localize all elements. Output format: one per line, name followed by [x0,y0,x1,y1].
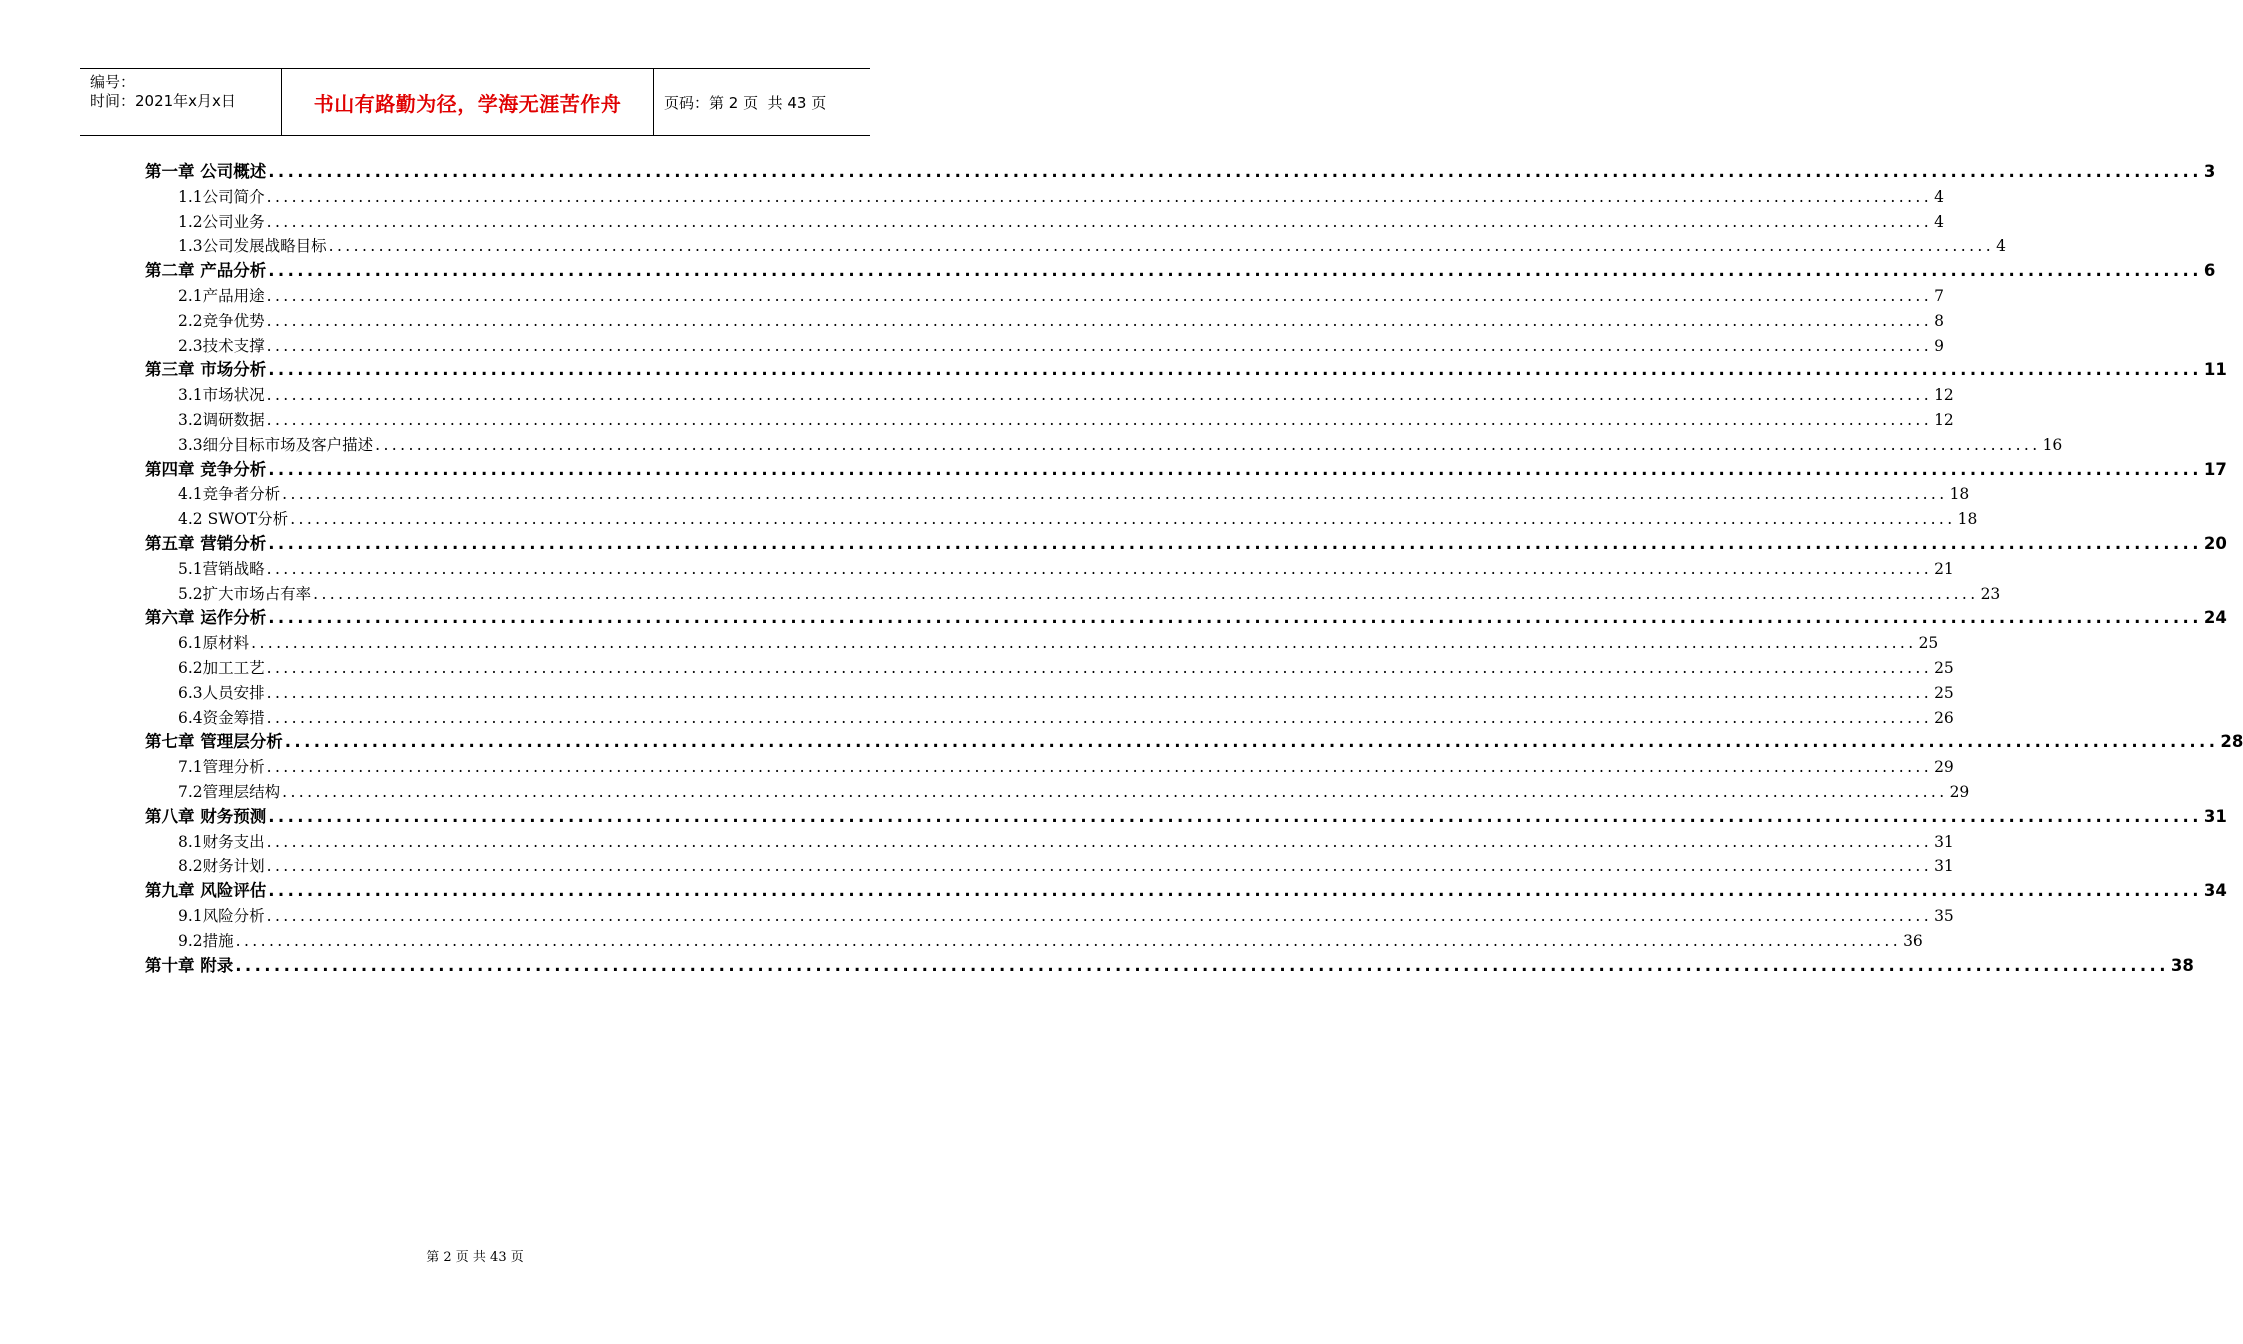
toc-entry-title: 第四章 竞争分析 [145,459,267,479]
toc-entry-title: 第一章 公司概述 [145,162,267,181]
toc-entry-title: 第十章 附录 [145,955,234,975]
toc-dot-leader: ........................................................................................................................................................................................................ [313,584,1979,603]
toc-entry-title: 4.2 SWOT分析 [178,510,289,529]
toc-entry-title: 5.1营销战略 [178,559,265,578]
toc-chapter-entry[interactable] [145,259,2216,284]
toc-dot-leader: ........................................................................................................................................................................................................ [268,360,2202,380]
toc-entry-title: 6.4资金筹措 [178,708,265,727]
toc-dot-leader: ........................................................................................................................................................................................................ [235,955,2169,975]
toc-entry-title: 1.2公司业务 [178,212,265,231]
header-motto [282,69,654,135]
toc-chapter-entry[interactable] [145,879,2227,904]
page-footer [0,1246,950,1265]
toc-entry-title: 3.1市场状况 [178,386,265,405]
toc-entry-page: 21 [1934,559,1954,578]
toc-entry-page: 31 [2203,806,2227,826]
toc-section-entry[interactable] [145,334,1944,359]
toc-section-entry[interactable] [145,681,1954,706]
toc-entry-title: 第六章 运作分析 [145,608,267,628]
toc-entry-page: 31 [1934,857,1954,876]
toc-section-entry[interactable] [145,210,1944,235]
toc-dot-leader: ........................................................................................................................................................................................................ [268,806,2202,826]
header-meta [80,69,282,135]
toc-section-entry[interactable] [145,309,1944,334]
toc-dot-leader: ........................................................................................................................................................................................................ [266,708,1933,727]
header-page-label: 页码：第 2 页 共 43 页 [664,93,827,112]
toc-entry-title: 第二章 产品分析 [145,261,267,281]
toc-chapter-entry[interactable] [145,458,2227,483]
toc-dot-leader: ........................................................................................................................................................................................................ [235,931,1902,950]
toc-entry-page: 29 [1934,758,1954,777]
toc-section-entry[interactable] [145,929,1923,954]
toc-dot-leader: ........................................................................................................................................................................................................ [266,410,1933,429]
toc-dot-leader: ........................................................................................................................................................................................................ [266,857,1933,876]
toc-entry-title: 2.3技术支撑 [178,336,265,355]
toc-entry-title: 第七章 管理层分析 [145,732,283,752]
toc-dot-leader: ........................................................................................................................................................................................................ [266,212,1933,231]
toc-entry-title: 2.1产品用途 [178,286,265,305]
toc-dot-leader: ........................................................................................................................................................................................................ [284,732,2219,752]
toc-entry-title: 7.1管理分析 [178,758,265,777]
toc-dot-leader: ........................................................................................................................................................................................................ [251,634,1917,653]
toc-entry-page: 4 [1934,212,1944,231]
toc-section-entry[interactable] [145,780,1970,805]
header-motto-text: 书山有路勤为径，学海无涯苦作舟 [313,91,622,116]
toc-entry-page: 20 [2203,533,2227,553]
toc-entry-title: 3.3细分目标市场及客户描述 [178,435,374,454]
toc-chapter-entry[interactable] [145,358,2227,383]
toc-entry-title: 第九章 风险评估 [145,881,267,901]
toc-dot-leader: ........................................................................................................................................................................................................ [268,608,2202,628]
toc-entry-page: 25 [1934,658,1954,677]
toc-entry-title: 6.1原材料 [178,634,250,653]
toc-entry-page: 3 [2203,162,2216,181]
toc-entry-page: 18 [1957,510,1978,529]
toc-entry-title: 1.3公司发展战略目标 [178,237,327,256]
toc-dot-leader: ........................................................................................................................................................................................................ [290,510,1956,529]
toc-entry-page: 6 [2203,261,2216,281]
toc-section-entry[interactable] [145,904,1954,929]
toc-entry-page: 16 [2042,435,2063,454]
toc-entry-title: 2.2竞争优势 [178,311,265,330]
toc-section-entry[interactable] [145,185,1944,210]
toc-entry-page: 25 [1918,634,1939,653]
toc-dot-leader: ........................................................................................................................................................................................................ [266,658,1933,677]
toc-entry-page: 17 [2203,459,2227,479]
toc-entry-page: 24 [2203,608,2227,628]
toc-entry-page: 31 [1934,832,1954,851]
toc-entry-page: 11 [2203,360,2227,380]
toc-entry-title: 6.3人员安排 [178,683,265,702]
toc-entry-page: 25 [1934,683,1954,702]
toc-entry-page: 7 [1934,286,1944,305]
toc-entry-title: 7.2管理层结构 [178,782,281,801]
toc-dot-leader: ........................................................................................................................................................................................................ [266,559,1933,578]
toc-section-entry[interactable] [145,656,1954,681]
toc-entry-page: 4 [1996,237,2006,256]
toc-entry-page: 4 [1934,187,1944,206]
toc-dot-leader: ........................................................................................................................................................................................................ [268,261,2202,281]
toc-section-entry[interactable] [145,507,1978,532]
toc-entry-title: 4.1竞争者分析 [178,485,281,504]
toc-dot-leader: ........................................................................................................................................................................................................ [266,187,1933,206]
table-of-contents [145,160,2243,978]
toc-dot-leader: ........................................................................................................................................................................................................ [375,435,2041,454]
toc-entry-title: 8.1财务支出 [178,832,265,851]
toc-entry-title: 1.1公司简介 [178,187,265,206]
toc-entry-page: 18 [1949,485,1970,504]
toc-dot-leader: ........................................................................................................................................................................................................ [268,881,2202,901]
toc-dot-leader: ........................................................................................................................................................................................................ [266,386,1933,405]
toc-section-entry[interactable] [145,755,1954,780]
toc-section-entry[interactable] [145,234,2006,259]
toc-dot-leader: ........................................................................................................................................................................................................ [266,336,1933,355]
toc-dot-leader: ........................................................................................................................................................................................................ [268,533,2202,553]
toc-entry-title: 9.2措施 [178,931,234,950]
toc-entry-title: 第三章 市场分析 [145,360,267,380]
toc-dot-leader: ........................................................................................................................................................................................................ [266,832,1933,851]
header-date-label: 时间：2021年x月x日 [90,92,236,110]
toc-entry-page: 38 [2170,955,2194,975]
toc-entry-page: 12 [1934,410,1954,429]
toc-dot-leader: ........................................................................................................................................................................................................ [282,782,1948,801]
toc-entry-page: 26 [1934,708,1954,727]
toc-chapter-entry[interactable] [145,606,2227,631]
toc-entry-title: 5.2扩大市场占有率 [178,584,312,603]
toc-dot-leader: ........................................................................................................................................................................................................ [282,485,1948,504]
toc-dot-leader: ........................................................................................................................................................................................................ [268,162,2202,181]
toc-section-entry[interactable] [145,433,2063,458]
toc-entry-title: 第八章 财务预测 [145,806,267,826]
toc-chapter-entry[interactable] [145,805,2227,830]
toc-entry-title: 8.2财务计划 [178,857,265,876]
toc-entry-page: 9 [1934,336,1944,355]
toc-dot-leader: ........................................................................................................................................................................................................ [266,758,1933,777]
toc-entry-page: 12 [1934,386,1954,405]
toc-chapter-entry[interactable] [145,730,2243,755]
toc-section-entry[interactable] [145,408,1954,433]
toc-chapter-entry[interactable] [145,954,2194,979]
toc-chapter-entry[interactable] [145,532,2227,557]
toc-section-entry[interactable] [145,631,1939,656]
toc-dot-leader: ........................................................................................................................................................................................................ [328,237,1995,256]
toc-section-entry[interactable] [145,557,1954,582]
toc-section-entry[interactable] [145,706,1954,731]
toc-dot-leader: ........................................................................................................................................................................................................ [266,286,1933,305]
toc-section-entry[interactable] [145,582,2001,607]
toc-dot-leader: ........................................................................................................................................................................................................ [266,683,1933,702]
toc-entry-page: 29 [1949,782,1970,801]
header-number-label: 编号： [90,73,136,91]
toc-entry-title: 第五章 营销分析 [145,533,267,553]
toc-entry-page: 23 [1980,584,2001,603]
toc-section-entry[interactable] [145,383,1954,408]
toc-entry-title: 9.1风险分析 [178,906,265,925]
toc-entry-page: 35 [1934,906,1954,925]
toc-dot-leader: ........................................................................................................................................................................................................ [266,906,1933,925]
toc-entry-title: 6.2加工工艺 [178,658,265,677]
page-header [80,68,870,136]
toc-section-entry[interactable] [145,830,1954,855]
toc-section-entry[interactable] [145,284,1944,309]
footer-page-number: 第 2 页 共 43 页 [426,1250,524,1265]
toc-entry-page: 36 [1903,931,1923,950]
toc-entry-page: 28 [2220,732,2243,752]
toc-dot-leader: ........................................................................................................................................................................................................ [266,311,1933,330]
toc-entry-page: 8 [1934,311,1944,330]
toc-entry-page: 34 [2203,881,2227,901]
toc-dot-leader: ........................................................................................................................................................................................................ [268,459,2202,479]
header-page-info [654,69,870,135]
toc-entry-title: 3.2调研数据 [178,410,265,429]
toc-section-entry[interactable] [145,482,1970,507]
toc-chapter-entry[interactable] [145,160,2216,185]
toc-section-entry[interactable] [145,854,1954,879]
